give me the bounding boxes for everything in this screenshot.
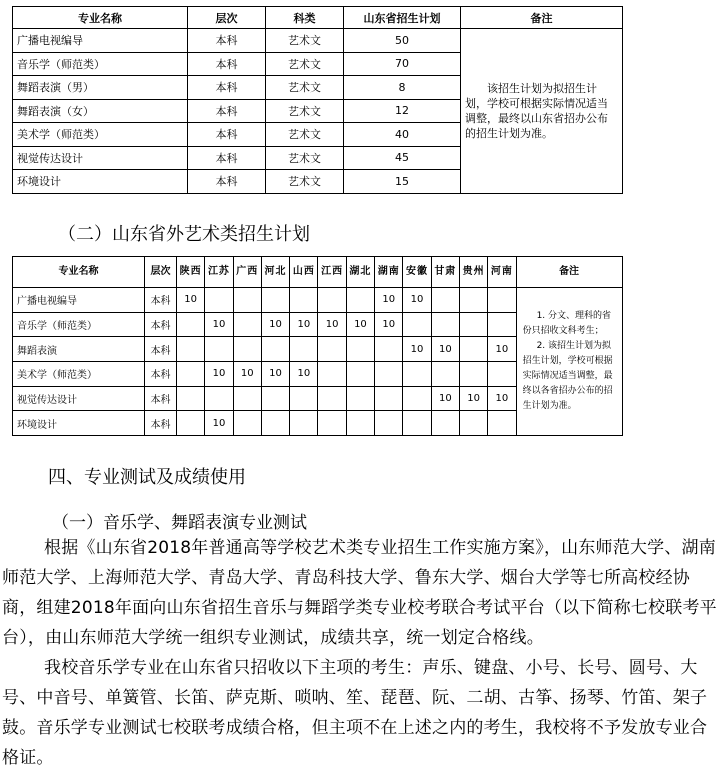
level-cell: 本科 — [188, 170, 266, 194]
quota-cell — [318, 386, 346, 411]
header-province: 安徽 — [403, 257, 431, 288]
quota-cell: 10 — [205, 362, 233, 387]
quota-cell — [205, 337, 233, 362]
quota-cell: 10 — [261, 362, 289, 387]
quota-cell: 10 — [375, 312, 403, 337]
plan-cell: 15 — [344, 170, 461, 194]
level-cell: 本科 — [145, 362, 177, 387]
quota-cell — [375, 362, 403, 387]
header-province: 湖北 — [346, 257, 374, 288]
quota-cell — [346, 288, 374, 313]
category-cell: 艺术文 — [266, 123, 344, 147]
major-cell: 环境设计 — [13, 170, 188, 194]
level-cell: 本科 — [188, 146, 266, 170]
quota-cell — [233, 288, 261, 313]
header-major: 专业名称 — [13, 257, 145, 288]
quota-cell: 10 — [290, 312, 318, 337]
major-cell: 环境设计 — [13, 411, 145, 436]
major-cell: 视觉传达设计 — [13, 386, 145, 411]
category-cell: 艺术文 — [266, 99, 344, 123]
table-header-row — [13, 7, 623, 29]
major-cell: 美术学（师范类） — [13, 362, 145, 387]
quota-cell: 10 — [459, 386, 487, 411]
major-cell: 视觉传达设计 — [13, 146, 188, 170]
header-category: 科类 — [266, 7, 344, 29]
quota-cell — [431, 288, 459, 313]
quota-cell — [346, 386, 374, 411]
quota-cell: 10 — [346, 312, 374, 337]
quota-cell — [488, 362, 516, 387]
quota-cell — [488, 288, 516, 313]
quota-cell — [488, 411, 516, 436]
quota-cell — [403, 386, 431, 411]
quota-cell — [375, 411, 403, 436]
header-province: 广西 — [233, 257, 261, 288]
level-cell: 本科 — [188, 99, 266, 123]
header-note: 备注 — [461, 7, 623, 29]
table-row — [13, 29, 623, 53]
quota-cell — [261, 386, 289, 411]
quota-cell — [290, 386, 318, 411]
quota-cell: 10 — [233, 362, 261, 387]
quota-cell — [375, 337, 403, 362]
quota-cell — [177, 362, 205, 387]
quota-cell — [233, 386, 261, 411]
quota-cell — [403, 362, 431, 387]
header-province: 江苏 — [205, 257, 233, 288]
quota-cell: 10 — [375, 288, 403, 313]
plan-cell: 40 — [344, 123, 461, 147]
note-cell: 该招生计划为拟招生计划，学校可根据实际情况适当调整，最终以山东省招办公布的招生计划为准。 — [461, 29, 623, 194]
plan-cell: 70 — [344, 52, 461, 76]
level-cell: 本科 — [188, 52, 266, 76]
quota-cell — [403, 312, 431, 337]
quota-cell — [431, 312, 459, 337]
header-province: 陕西 — [177, 257, 205, 288]
quota-cell — [318, 337, 346, 362]
header-province: 河南 — [488, 257, 516, 288]
quota-cell — [459, 288, 487, 313]
header-level: 层次 — [188, 7, 266, 29]
plan-cell: 45 — [344, 146, 461, 170]
quota-cell — [261, 288, 289, 313]
quota-cell — [431, 411, 459, 436]
note-cell — [516, 288, 622, 436]
quota-cell — [177, 337, 205, 362]
category-cell: 艺术文 — [266, 52, 344, 76]
level-cell: 本科 — [145, 386, 177, 411]
level-cell: 本科 — [145, 337, 177, 362]
quota-cell — [318, 362, 346, 387]
quota-cell — [488, 312, 516, 337]
quota-cell — [346, 362, 374, 387]
level-cell: 本科 — [145, 312, 177, 337]
quota-cell: 10 — [261, 312, 289, 337]
category-cell: 艺术文 — [266, 29, 344, 53]
quota-cell — [261, 337, 289, 362]
quota-cell — [403, 411, 431, 436]
header-province: 江西 — [318, 257, 346, 288]
quota-cell: 10 — [177, 288, 205, 313]
quota-cell — [177, 411, 205, 436]
header-plan: 山东省招生计划 — [344, 7, 461, 29]
level-cell: 本科 — [188, 29, 266, 53]
level-cell: 本科 — [145, 288, 177, 313]
major-cell: 舞蹈表演（女） — [13, 99, 188, 123]
quota-cell — [177, 312, 205, 337]
quota-cell — [318, 411, 346, 436]
quota-cell: 10 — [205, 411, 233, 436]
quota-cell — [290, 288, 318, 313]
quota-cell — [233, 411, 261, 436]
quota-cell — [375, 386, 403, 411]
quota-cell: 10 — [403, 288, 431, 313]
level-cell: 本科 — [188, 123, 266, 147]
quota-cell — [431, 362, 459, 387]
plan-cell: 12 — [344, 99, 461, 123]
quota-cell: 10 — [488, 386, 516, 411]
quota-cell — [318, 288, 346, 313]
quota-cell — [346, 337, 374, 362]
shandong-enrollment-table — [12, 6, 623, 194]
header-province: 湖南 — [375, 257, 403, 288]
category-cell: 艺术文 — [266, 76, 344, 100]
quota-cell — [205, 386, 233, 411]
note-line-1: 1. 分文、理科的省份只招收文科考生； — [522, 311, 612, 337]
quota-cell — [346, 411, 374, 436]
category-cell: 艺术文 — [266, 146, 344, 170]
major-cell: 美术学（师范类） — [13, 123, 188, 147]
section-heading-outside-plan: （二）山东省外艺术类招生计划 — [58, 224, 310, 245]
quota-cell: 10 — [318, 312, 346, 337]
header-province: 山西 — [290, 257, 318, 288]
major-cell: 广播电视编导 — [13, 288, 145, 313]
quota-cell — [290, 337, 318, 362]
major-cell: 舞蹈表演 — [13, 337, 145, 362]
major-cell: 广播电视编导 — [13, 29, 188, 53]
section-heading-tests: 四、专业测试及成绩使用 — [48, 467, 246, 488]
quota-cell — [233, 312, 261, 337]
level-cell: 本科 — [145, 411, 177, 436]
header-note: 备注 — [516, 257, 622, 288]
quota-cell: 10 — [431, 386, 459, 411]
quota-cell: 10 — [488, 337, 516, 362]
header-level: 层次 — [145, 257, 177, 288]
note-line-2: 2. 该招生计划为拟招生计划，学校可根据实际情况适当调整，最终以各省招办公布的招生计划为准。 — [522, 341, 613, 412]
category-cell: 艺术文 — [266, 170, 344, 194]
subsection-heading-music-dance: （一）音乐学、舞蹈表演专业测试 — [52, 513, 307, 533]
table-header-row — [13, 257, 623, 288]
quota-cell: 10 — [431, 337, 459, 362]
quota-cell — [177, 386, 205, 411]
level-cell: 本科 — [188, 76, 266, 100]
table-row — [13, 288, 623, 313]
quota-cell — [459, 362, 487, 387]
header-province: 河北 — [261, 257, 289, 288]
quota-cell — [205, 288, 233, 313]
quota-cell — [233, 337, 261, 362]
header-province: 贵州 — [459, 257, 487, 288]
header-major: 专业名称 — [13, 7, 188, 29]
quota-cell — [459, 411, 487, 436]
quota-cell — [459, 337, 487, 362]
quota-cell — [290, 411, 318, 436]
quota-cell: 10 — [403, 337, 431, 362]
outside-province-enrollment-table — [12, 256, 623, 436]
quota-cell: 10 — [290, 362, 318, 387]
quota-cell — [459, 312, 487, 337]
paragraph-music-major: 我校音乐学专业在山东省只招收以下主项的考生：声乐、键盘、小号、长号、圆号、大号、中音号、单簧管、长笛、萨克斯、唢呐、笙、琵琶、阮、二胡、古筝、扬琴、竹笛、架子鼓。音乐学专业测试七校联考成绩合格，但主项不在上述之内的考生，我校将不予发放专业合格证。 — [2, 658, 708, 768]
quota-cell: 10 — [205, 312, 233, 337]
header-province: 甘肃 — [431, 257, 459, 288]
quota-cell — [261, 411, 289, 436]
plan-cell: 50 — [344, 29, 461, 53]
paragraph-joint-exam: 根据《山东省2018年普通高等学校艺术类专业招生工作实施方案》，山东师范大学、湖南师范大学、上海师范大学、青岛大学、青岛科技大学、鲁东大学、烟台大学等七所高校经协商，组建2018年面向山东省招生音乐与舞蹈学类专业校考联合考试平台（以下简称七校联考平台），由山东师范大学统一组织专业测试，成绩共享，统一划定合格线。 — [2, 538, 717, 648]
major-cell: 音乐学（师范类） — [13, 52, 188, 76]
plan-cell: 8 — [344, 76, 461, 100]
major-cell: 舞蹈表演（男） — [13, 76, 188, 100]
major-cell: 音乐学（师范类） — [13, 312, 145, 337]
